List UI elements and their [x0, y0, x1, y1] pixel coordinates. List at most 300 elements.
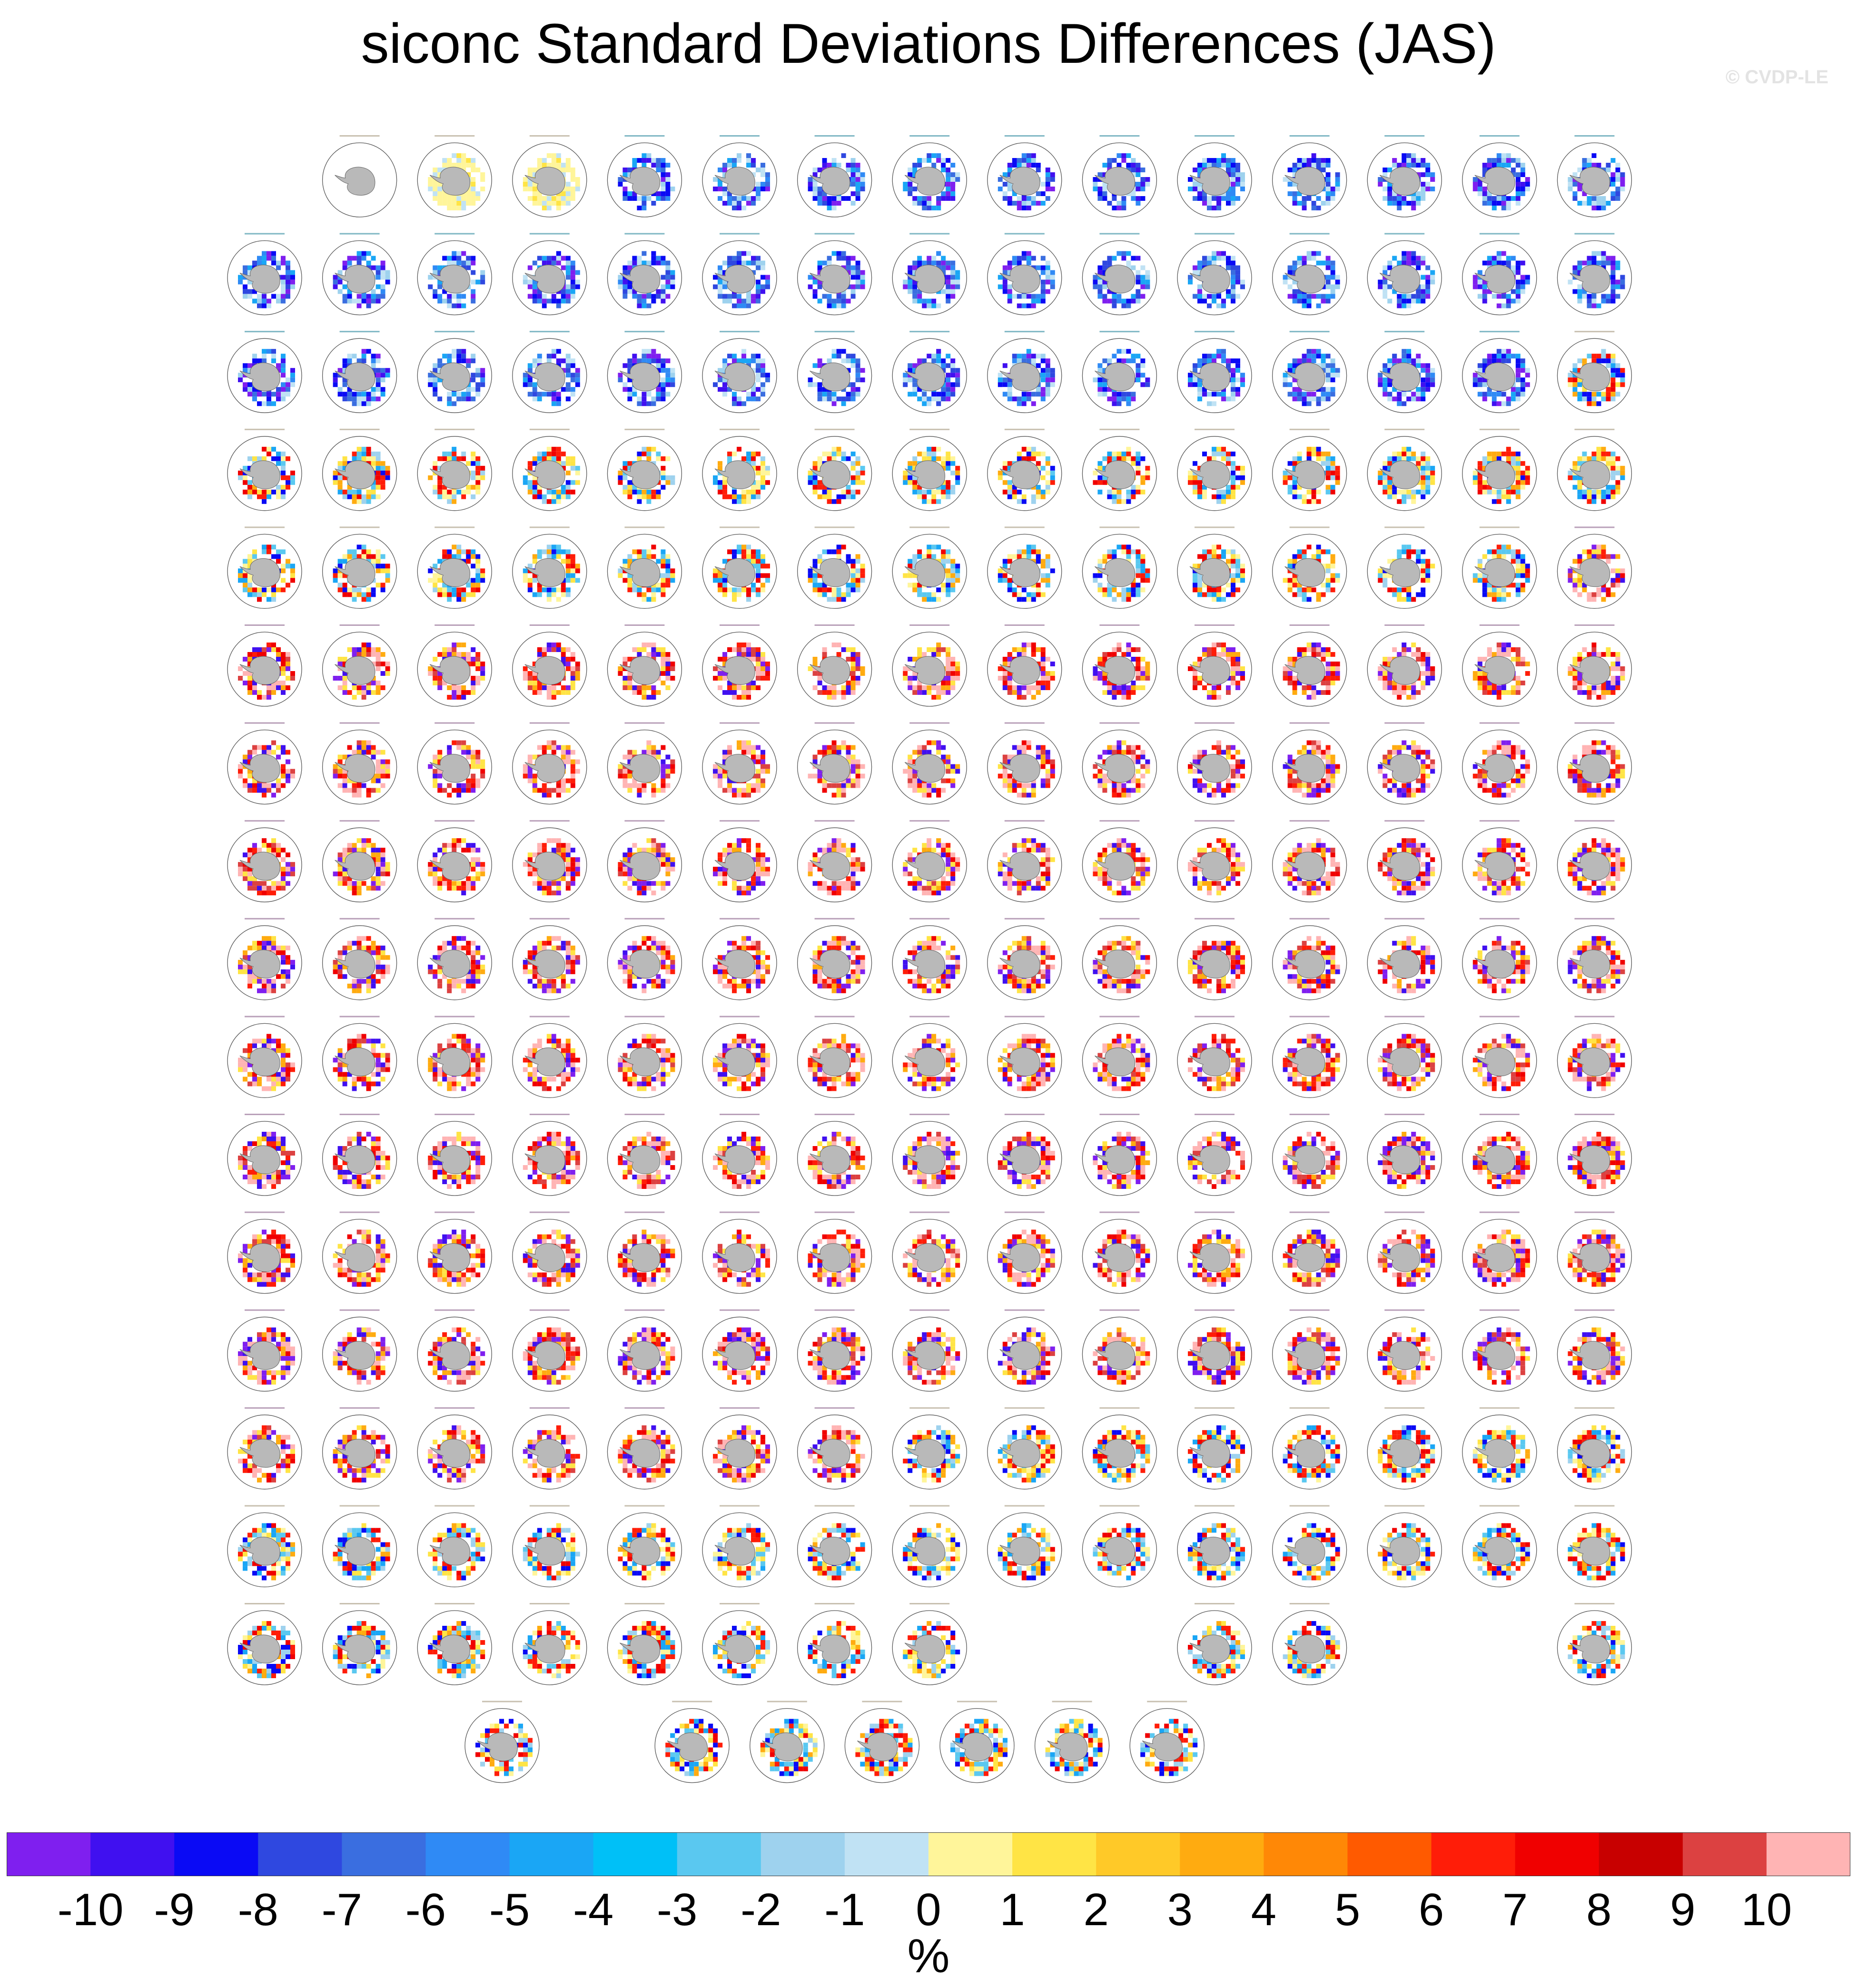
ice-cell [452, 206, 456, 210]
ice-cell [1406, 447, 1411, 452]
ice-cell [912, 485, 917, 490]
ice-cell [452, 499, 456, 504]
ice-cell [352, 495, 357, 499]
ice-cell [276, 495, 281, 499]
ice-cell [1478, 485, 1482, 490]
ice-cell [946, 158, 950, 163]
ice-cell [1145, 172, 1150, 177]
ice-cell [1421, 163, 1425, 168]
ice-cell [1093, 182, 1097, 187]
ice-cell [376, 568, 381, 573]
ice-cell [1610, 358, 1615, 363]
ice-cell [1312, 201, 1316, 206]
ice-cell [841, 401, 846, 406]
ice-cell [466, 294, 471, 299]
ice-cell [1606, 452, 1610, 456]
ice-cell [447, 304, 452, 308]
ice-cell [281, 280, 286, 285]
ice-cell [1216, 499, 1221, 504]
ice-cell [1036, 289, 1041, 294]
ice-cell [765, 471, 770, 475]
ice-cell [456, 153, 461, 158]
ice-cell [1521, 471, 1525, 475]
ice-cell [262, 592, 267, 597]
ice-cell [1587, 299, 1591, 304]
ice-cell [856, 490, 860, 495]
ice-cell [362, 294, 366, 299]
ice-cell [1307, 206, 1312, 210]
ice-cell [1383, 294, 1387, 299]
ice-cell [566, 280, 571, 285]
ice-cell [267, 587, 271, 592]
ice-cell [1017, 490, 1022, 495]
ice-cell [827, 358, 832, 363]
ice-cell [1525, 368, 1530, 373]
ice-cell [756, 490, 761, 495]
ice-cell [908, 475, 912, 480]
ice-cell [1596, 304, 1601, 308]
ice-cell [713, 568, 718, 573]
ice-cell [827, 163, 832, 168]
ice-cell [646, 490, 651, 495]
ice-cell [622, 490, 627, 495]
ice-cell [1321, 201, 1326, 206]
ice-cell [1402, 354, 1406, 358]
ice-cell [646, 299, 651, 304]
ice-cell [281, 256, 286, 261]
ice-cell [1102, 456, 1107, 461]
ice-cell [385, 285, 390, 289]
panel-title-mark [624, 526, 664, 528]
ice-cell [1487, 196, 1492, 201]
ice-cell [566, 592, 571, 597]
ice-cell [437, 456, 442, 461]
ice-cell [276, 363, 281, 368]
ice-cell [442, 592, 447, 597]
ice-cell [851, 368, 856, 373]
ice-cell [533, 201, 537, 206]
ice-cell [1193, 377, 1197, 382]
ice-cell [471, 461, 475, 466]
map-panel [798, 233, 872, 315]
ice-cell [1316, 499, 1321, 504]
ice-cell [912, 261, 917, 266]
ice-cell [927, 447, 931, 452]
ice-cell [575, 480, 580, 485]
ice-cell [718, 480, 722, 485]
ice-cell [528, 266, 533, 270]
ice-cell [571, 191, 575, 196]
ice-cell [761, 471, 765, 475]
ice-cell [1406, 256, 1411, 261]
ice-cell [1506, 354, 1511, 358]
ice-cell [371, 358, 376, 363]
ice-cell [632, 294, 637, 299]
ice-cell [376, 573, 381, 578]
ice-cell [1430, 177, 1435, 182]
ice-cell [1572, 392, 1577, 396]
ice-cell [931, 256, 936, 261]
ice-cell [1615, 471, 1620, 475]
ice-cell [1297, 358, 1302, 363]
ice-cell [571, 377, 575, 382]
ice-cell [276, 294, 281, 299]
ice-cell [1397, 299, 1402, 304]
ice-cell [357, 256, 362, 261]
ice-cell [727, 358, 732, 363]
ice-cell [1097, 392, 1102, 396]
ice-cell [1501, 261, 1506, 266]
ice-cell [252, 456, 257, 461]
panel-title-mark [530, 429, 570, 430]
ice-cell [480, 275, 485, 280]
ice-cell [661, 177, 665, 182]
ice-cell [556, 261, 561, 266]
ice-cell [813, 294, 818, 299]
ice-cell [1615, 177, 1620, 182]
ice-cell [1097, 289, 1102, 294]
ice-cell [1383, 377, 1387, 382]
ice-cell [856, 471, 860, 475]
ice-cell [756, 568, 761, 573]
ice-cell [946, 480, 950, 485]
ice-cell [751, 396, 756, 401]
ice-cell [1326, 275, 1331, 280]
ice-cell [1231, 452, 1235, 456]
ice-cell [808, 177, 813, 182]
ice-cell [818, 358, 822, 363]
ice-cell [428, 182, 433, 187]
ice-cell [437, 583, 442, 587]
ice-cell [955, 172, 960, 177]
ice-cell [528, 578, 533, 583]
ice-cell [637, 201, 642, 206]
ice-cell [1107, 358, 1112, 363]
ice-cell [732, 549, 737, 554]
ice-cell [713, 187, 718, 191]
ice-cell [556, 544, 561, 549]
ice-cell [1235, 289, 1240, 294]
ice-cell [1587, 256, 1591, 261]
ice-cell [1620, 275, 1625, 280]
ice-cell [665, 578, 670, 583]
ice-cell [566, 456, 571, 461]
ice-cell [333, 471, 338, 475]
ice-cell [1046, 172, 1050, 177]
ice-cell [1112, 490, 1116, 495]
ice-cell [761, 392, 765, 396]
ice-cell [1231, 177, 1235, 182]
ice-cell [1425, 358, 1430, 363]
ice-cell [1017, 354, 1022, 358]
ice-cell [950, 485, 955, 490]
ice-cell [1383, 196, 1387, 201]
ice-cell [651, 261, 656, 266]
ice-cell [1610, 256, 1615, 261]
ice-cell [1383, 382, 1387, 387]
ice-cell [646, 495, 651, 499]
ice-cell [333, 568, 338, 573]
ice-cell [433, 280, 437, 285]
ice-cell [665, 456, 670, 461]
ice-cell [1136, 182, 1140, 187]
ice-cell [651, 499, 656, 504]
ice-cell [1610, 363, 1615, 368]
ice-cell [276, 299, 281, 304]
ice-cell [371, 396, 376, 401]
ice-cell [456, 256, 461, 261]
ice-cell [571, 196, 575, 201]
ice-cell [1506, 304, 1511, 308]
ice-cell [385, 466, 390, 471]
ice-cell [533, 191, 537, 196]
ice-cell [1041, 270, 1046, 275]
ice-cell [533, 187, 537, 191]
ice-cell [1036, 196, 1041, 201]
ice-cell [1136, 163, 1140, 168]
ice-cell [252, 261, 257, 266]
ice-cell [1501, 495, 1506, 499]
ice-cell [1031, 294, 1036, 299]
ice-cell [238, 471, 243, 475]
ice-cell [556, 396, 561, 401]
ice-cell [936, 299, 941, 304]
ice-cell [1620, 270, 1625, 275]
ice-cell [936, 456, 941, 461]
ice-cell [822, 261, 827, 266]
ice-cell [661, 592, 665, 597]
ice-cell [561, 168, 566, 172]
ice-cell [622, 294, 627, 299]
ice-cell [281, 285, 286, 289]
ice-cell [575, 187, 580, 191]
ice-cell [765, 285, 770, 289]
ice-cell [428, 177, 433, 182]
ice-cell [475, 358, 480, 363]
ice-cell [1316, 456, 1321, 461]
ice-cell [552, 495, 556, 499]
ice-cell [1188, 373, 1193, 377]
ice-cell [257, 401, 262, 406]
map-panel [892, 331, 967, 413]
ice-cell [808, 285, 813, 289]
ice-cell [1041, 495, 1046, 499]
ice-cell [931, 447, 936, 452]
ice-cell [646, 549, 651, 554]
ice-cell [1231, 485, 1235, 490]
ice-cell [827, 495, 832, 499]
ice-cell [533, 554, 537, 559]
ice-cell [1027, 153, 1031, 158]
ice-cell [1008, 396, 1012, 401]
ice-cell [1335, 475, 1340, 480]
ice-cell [428, 475, 433, 480]
ice-cell [632, 490, 637, 495]
ice-cell [1207, 201, 1212, 206]
map-panel [1082, 135, 1156, 217]
ice-cell [243, 285, 247, 289]
ice-cell [1591, 490, 1596, 495]
ice-cell [841, 304, 846, 308]
ice-cell [718, 382, 722, 387]
ice-cell [523, 177, 528, 182]
ice-cell [1145, 471, 1150, 475]
ice-cell [656, 354, 661, 358]
ice-cell [357, 587, 362, 592]
ice-cell [656, 363, 661, 368]
ice-cell [1008, 299, 1012, 304]
ice-cell [818, 191, 822, 196]
panel-title-mark [245, 331, 285, 332]
ice-cell [1027, 354, 1031, 358]
ice-cell [371, 461, 376, 466]
ice-cell [566, 461, 571, 466]
ice-cell [347, 554, 352, 559]
ice-cell [1297, 396, 1302, 401]
ice-cell [931, 495, 936, 499]
ice-cell [566, 568, 571, 573]
ice-cell [670, 475, 675, 480]
ice-cell [1221, 354, 1226, 358]
ice-cell [238, 578, 243, 583]
ice-cell [946, 177, 950, 182]
ice-cell [851, 275, 856, 280]
ice-cell [437, 495, 442, 499]
ice-cell [955, 368, 960, 373]
ice-cell [627, 196, 632, 201]
ice-cell [751, 201, 756, 206]
ice-cell [1416, 266, 1421, 270]
ice-cell [281, 578, 286, 583]
ice-cell [533, 289, 537, 294]
ice-cell [637, 495, 642, 499]
ice-cell [627, 490, 632, 495]
ice-cell [333, 275, 338, 280]
ice-cell [1316, 201, 1321, 206]
ice-cell [433, 559, 437, 564]
ice-cell [381, 475, 385, 480]
ice-cell [632, 158, 637, 163]
ice-cell [347, 256, 352, 261]
ice-cell [1207, 401, 1212, 406]
ice-cell [376, 270, 381, 275]
ice-cell [841, 196, 846, 201]
map-panel [607, 135, 682, 217]
ice-cell [751, 583, 756, 587]
ice-cell [1501, 354, 1506, 358]
ice-cell [1041, 289, 1046, 294]
ice-cell [1525, 475, 1530, 480]
ice-cell [846, 396, 851, 401]
ice-cell [1288, 191, 1293, 196]
ice-cell [456, 549, 461, 554]
ice-cell [618, 373, 622, 377]
ice-cell [575, 377, 580, 382]
ice-cell [761, 578, 765, 583]
ice-cell [575, 578, 580, 583]
ice-cell [1506, 456, 1511, 461]
ice-cell [998, 475, 1003, 480]
ice-cell [267, 499, 271, 504]
ice-cell [713, 177, 718, 182]
ice-cell [627, 387, 632, 392]
ice-cell [1231, 158, 1235, 163]
ice-cell [456, 554, 461, 559]
ice-cell [856, 280, 860, 285]
ice-cell [841, 261, 846, 266]
map-panel [1462, 429, 1537, 511]
ice-cell [946, 354, 950, 358]
ice-cell [1131, 191, 1136, 196]
ice-cell [1497, 304, 1501, 308]
ice-cell [927, 349, 931, 354]
ice-cell [646, 452, 651, 456]
ice-cell [442, 396, 447, 401]
ice-cell [718, 583, 722, 587]
ice-cell [371, 456, 376, 461]
ice-cell [1378, 285, 1383, 289]
ice-cell [523, 568, 528, 573]
ice-cell [480, 172, 485, 177]
ice-cell [1226, 201, 1231, 206]
ice-cell [818, 592, 822, 597]
ice-cell [1302, 396, 1307, 401]
map-panel [1367, 233, 1442, 315]
ice-cell [542, 158, 547, 163]
ice-cell [656, 289, 661, 294]
ice-cell [456, 206, 461, 210]
ice-cell [456, 163, 461, 168]
ice-cell [1331, 191, 1335, 196]
ice-cell [656, 485, 661, 490]
ice-cell [1302, 490, 1307, 495]
ice-cell [837, 401, 841, 406]
ice-cell [637, 597, 642, 602]
ice-cell [1212, 499, 1216, 504]
ice-cell [946, 373, 950, 377]
ice-cell [571, 466, 575, 471]
ice-cell [622, 363, 627, 368]
ice-cell [238, 382, 243, 387]
ice-cell [537, 299, 542, 304]
ice-cell [1107, 299, 1112, 304]
ice-cell [656, 201, 661, 206]
ice-cell [818, 285, 822, 289]
ice-cell [428, 275, 433, 280]
ice-cell [1516, 270, 1521, 275]
ice-cell [1212, 158, 1216, 163]
ice-cell [627, 485, 632, 490]
ice-cell [1140, 196, 1145, 201]
ice-cell [267, 358, 271, 363]
ice-cell [1221, 495, 1226, 499]
ice-cell [737, 549, 741, 554]
ice-cell [1107, 495, 1112, 499]
ice-cell [837, 251, 841, 256]
ice-cell [1596, 456, 1601, 461]
ice-cell [385, 475, 390, 480]
ice-cell [741, 354, 746, 358]
ice-cell [813, 182, 818, 187]
ice-cell [371, 490, 376, 495]
ice-cell [927, 256, 931, 261]
ice-cell [1516, 294, 1521, 299]
ice-cell [1235, 382, 1240, 387]
ice-cell [552, 201, 556, 206]
ice-cell [1615, 294, 1620, 299]
ice-cell [727, 256, 732, 261]
ice-cell [566, 191, 571, 196]
